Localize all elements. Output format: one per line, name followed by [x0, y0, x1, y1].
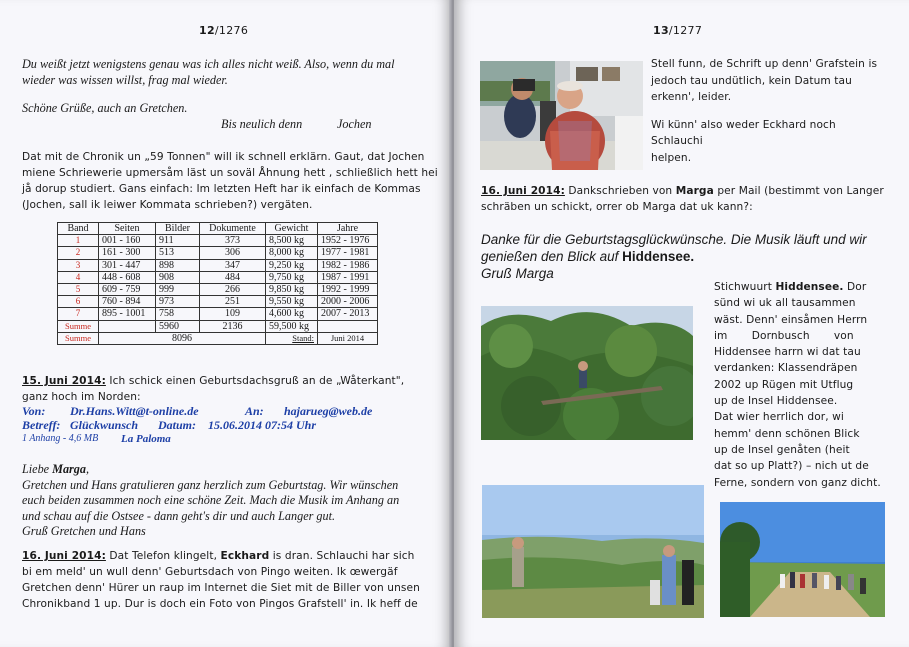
hiddensee-text: Stichwuurt Hiddensee. Dor sünd wi uk all tausammen wäst. Denn' einsåmen Herrn im Dornbusch von Hiddensee harrn wi dat tau verdanken: Klassendräpen 2002 up Rügen mit Utflug up de Insel Hiddensee. Dat wier herrlich dor, wi hemm' denn schönen Blick up de Insel genåten (heit dat so up Platt?) – nich ut de Ferne, sondern von ganz dicht.	[714, 281, 881, 489]
greeting: Schöne Grüße, auch an Gretchen.	[22, 101, 188, 115]
from-address[interactable]: Dr.Hans.Witt@t-online.de	[70, 404, 199, 418]
table-row: 7 895 - 1001 758 109 4,600 kg 2007 - 2013	[58, 308, 378, 320]
intro-text: Du weißt jetzt wenigstens genau was ich alles nicht weiß. Also, wenn du mal wieder was wissen willst, frag mal wieder.	[22, 57, 395, 87]
signoff-name: Jochen	[337, 117, 372, 131]
table-row: 4 448 - 608 908 484 9,750 kg 1987 - 1991	[58, 271, 378, 283]
table-header-row	[58, 223, 378, 235]
attachment-info: 1 Anhang - 4,6 MB	[22, 433, 99, 444]
photo-two-men	[480, 61, 643, 170]
mail-header: Von: Dr.Hans.Witt@t-online.de An: hajarueg@web.de Betreff: Glückwunsch Datum: 15.06.2014 07:54 Uhr 1 Anhang - 4,6 MB La Paloma	[22, 404, 373, 445]
table-row: 5 609 - 759 999 266 9,850 kg 1992 - 1999	[58, 283, 378, 295]
attachment-link[interactable]: La Paloma	[121, 433, 171, 445]
to-address[interactable]: hajarueg@web.de	[284, 404, 373, 418]
right-page	[454, 0, 909, 647]
photo-dornbusch	[481, 306, 693, 440]
entry-16-juni-left: 16. Juni 2014: Dat Telefon klingelt, Eckhard is dran. Schlauchi har sich bi em meld' un wull denn' Geburtsdach von Pingo weiten. Ik œwergäf Gretchen denn' Hürer un raup im Internet die Siet mit de Biller von unsen Chronikband 1 up. Dur is doch ein Foto von Pingos Grafstell' in. Ik heff de	[22, 550, 420, 610]
table-row: 3 301 - 447 898 347 9,250 kg 1982 - 1986	[58, 259, 378, 271]
table-row: 2 161 - 300 513 306 8,000 kg 1977 - 1981	[58, 247, 378, 259]
table-row: 1 001 - 160 911 373 8,500 kg 1952 - 1976	[58, 235, 378, 247]
col-seiten: Seiten	[99, 223, 156, 235]
entry-16-juni-right: 16. Juni 2014: Dankschrieben von Marga per Mail (bestimmt von Langer schräben un schickt, orrer ob Marga dat uk kann?:	[481, 185, 884, 213]
signoff-left: Bis neulich denn	[221, 117, 303, 131]
grave-text: Stell funn, de Schrift up denn' Grafstein is jedoch tau undütlich, kein Datum tau erkenn', leider. Wi künn' also weder Eckhard noch Schlauchi helpen.	[651, 58, 878, 164]
thanks-message: Danke für die Geburtstagsglückwünsche. Die Musik läuft und wir genießen den Blick auf Hiddensee. Gruß Marga	[481, 232, 867, 281]
photo-group	[720, 502, 885, 617]
left-page-number: 12/1276	[199, 24, 249, 37]
col-jahre: Jahre	[318, 223, 378, 235]
col-band: Band	[58, 223, 99, 235]
photo-landscape	[482, 485, 704, 618]
birthday-letter: Liebe Marga, Gretchen und Hans gratulieren ganz herzlich zum Geburtstag. Wir wünschen euch beiden zusammen noch eine schöne Zeit. Mach die Musik im Anhang an und schau auf die Ostsee - dann geht's dir und auch Langer gut. Gruß Gretchen und Hans	[22, 462, 400, 538]
chronik-table	[57, 222, 378, 345]
table-total-row: Summe 8096 Stand: Juni 2014	[58, 332, 378, 344]
chronik-paragraph: Dat mit de Chronik un „59 Tonnen" will ik schnell erklärn. Gaut, dat Jochen miene Schriewerie upmersåm läst un soväl Åhnung hett , schließlich hett hei jå dorup studiert. Gans einfach: Im letzten Heft har ik einfach de Kommas (Jochen, sall ik leiwer Kommata schrieben?) vergäten.	[22, 151, 438, 211]
col-dokumente: Dokumente	[200, 223, 266, 235]
right-page-number: 13/1277	[653, 24, 703, 37]
col-gewicht: Gewicht	[266, 223, 318, 235]
col-bilder: Bilder	[156, 223, 200, 235]
table-sum-row: Summe 5960 2136 59,500 kg	[58, 320, 378, 332]
entry-15-juni: 15. Juni 2014: Ich schick einen Geburtsdachsgruß an de „Wåterkant", ganz hoch im Norden:	[22, 375, 405, 403]
table-row: 6 760 - 894 973 251 9,550 kg 2000 - 2006	[58, 296, 378, 308]
left-page	[0, 0, 452, 647]
